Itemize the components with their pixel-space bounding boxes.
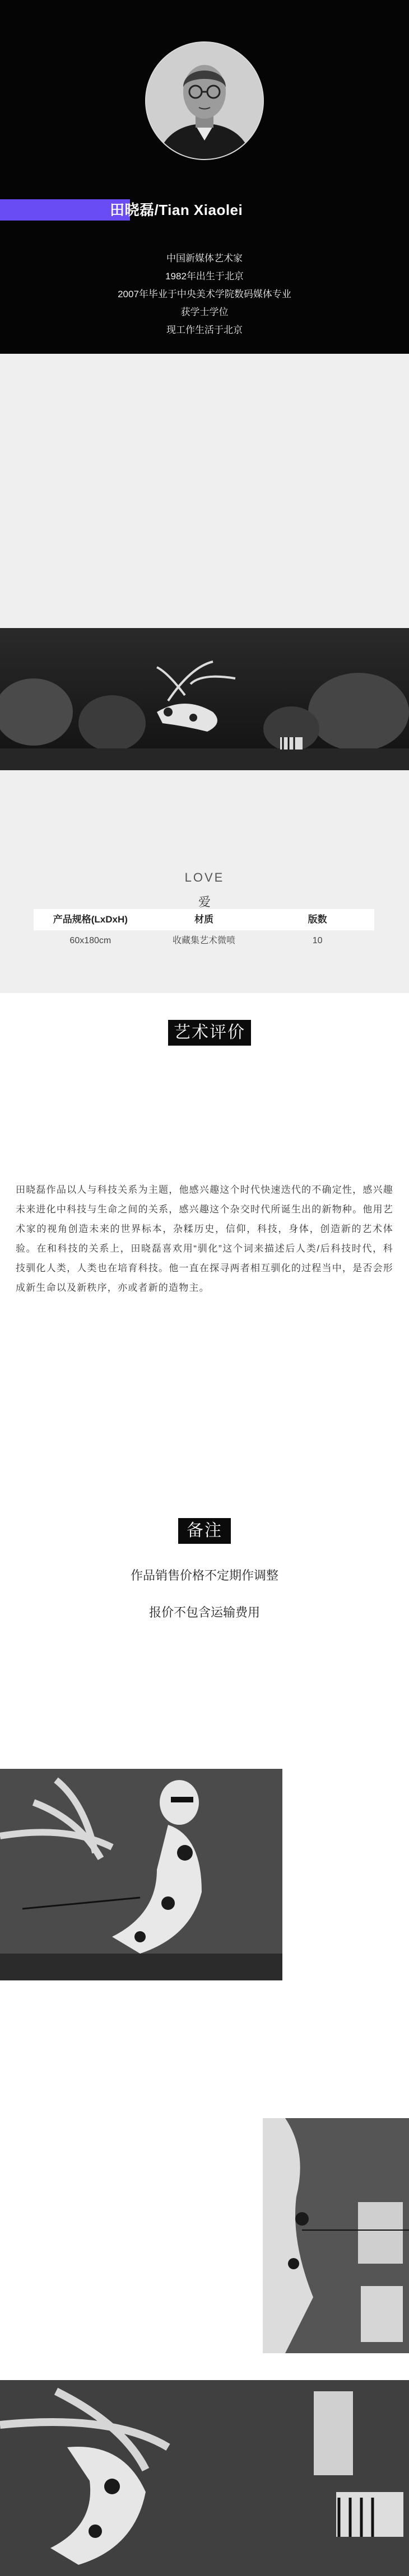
notes-heading: 备注: [178, 1518, 231, 1544]
bio-line: 现工作生活于北京: [166, 325, 243, 335]
note-line-price: 作品销售价格不定期作调整: [130, 1568, 278, 1582]
bio-line: 1982年出生于北京: [165, 271, 244, 282]
spec-table: [34, 909, 374, 952]
artwork-detail-3-image: [0, 2380, 409, 2576]
bio-line: 中国新媒体艺术家: [166, 253, 243, 264]
artwork-title-cn: 爱: [198, 895, 211, 909]
spec-header-size: 产品规格(LxDxH): [53, 914, 128, 925]
blank-panel: [0, 354, 409, 628]
artwork-panorama-image: [0, 628, 409, 770]
artwork-detail-3: [0, 2380, 409, 2576]
spec-edition-value: 10: [312, 936, 323, 945]
artwork-detail-2-image: [263, 2118, 409, 2353]
artist-name: 田晓磊/Tian Xiaolei: [110, 202, 243, 218]
artist-portrait: [145, 41, 264, 160]
bio-line: 2007年毕业于中央美术学院数码媒体专业: [118, 289, 291, 299]
spec-material-value: 收藏集艺术微喷: [173, 936, 236, 945]
artwork-panorama: [0, 628, 409, 770]
artwork-detail-1: [0, 1769, 282, 1980]
review-heading: 艺术评价: [168, 1020, 251, 1046]
artwork-detail-1-image: [0, 1769, 282, 1980]
spec-table-row: [34, 930, 374, 952]
bio-line: 获学士学位: [180, 307, 229, 317]
portrait-image: [146, 43, 263, 159]
spec-header-edition: 版数: [308, 914, 327, 925]
note-line-shipping: 报价不包含运输费用: [148, 1605, 260, 1619]
spec-header-material: 材质: [194, 914, 213, 925]
artwork-detail-2: [263, 2118, 409, 2353]
spec-size-value: 60x180cm: [69, 936, 111, 945]
artist-name-bar: [0, 199, 409, 221]
artwork-title-en: LOVE: [184, 870, 225, 884]
spec-table-header: [34, 909, 374, 930]
artist-bio: [0, 250, 409, 339]
review-body: 田晓磊作品以人与科技关系为主题，他感兴趣这个时代快速迭代的不确定性，感兴趣未来进化中科技与生命之间的关系，感兴趣这个杂交时代所诞生出的新物种。他用艺术家的视角创造未来的世界标本，杂糅历史，信仰，科技，身体，创造新的艺术体验。在和科技的关系上，田晓磊喜欢用“驯化”这个词来描述后人类/后科技时代，科技驯化人类，人类也在培育科技。他一直在探寻两者相互驯化的过程当中，是否会形成新生命以及新秩序，亦或者新的造物主。: [16, 1184, 393, 1293]
